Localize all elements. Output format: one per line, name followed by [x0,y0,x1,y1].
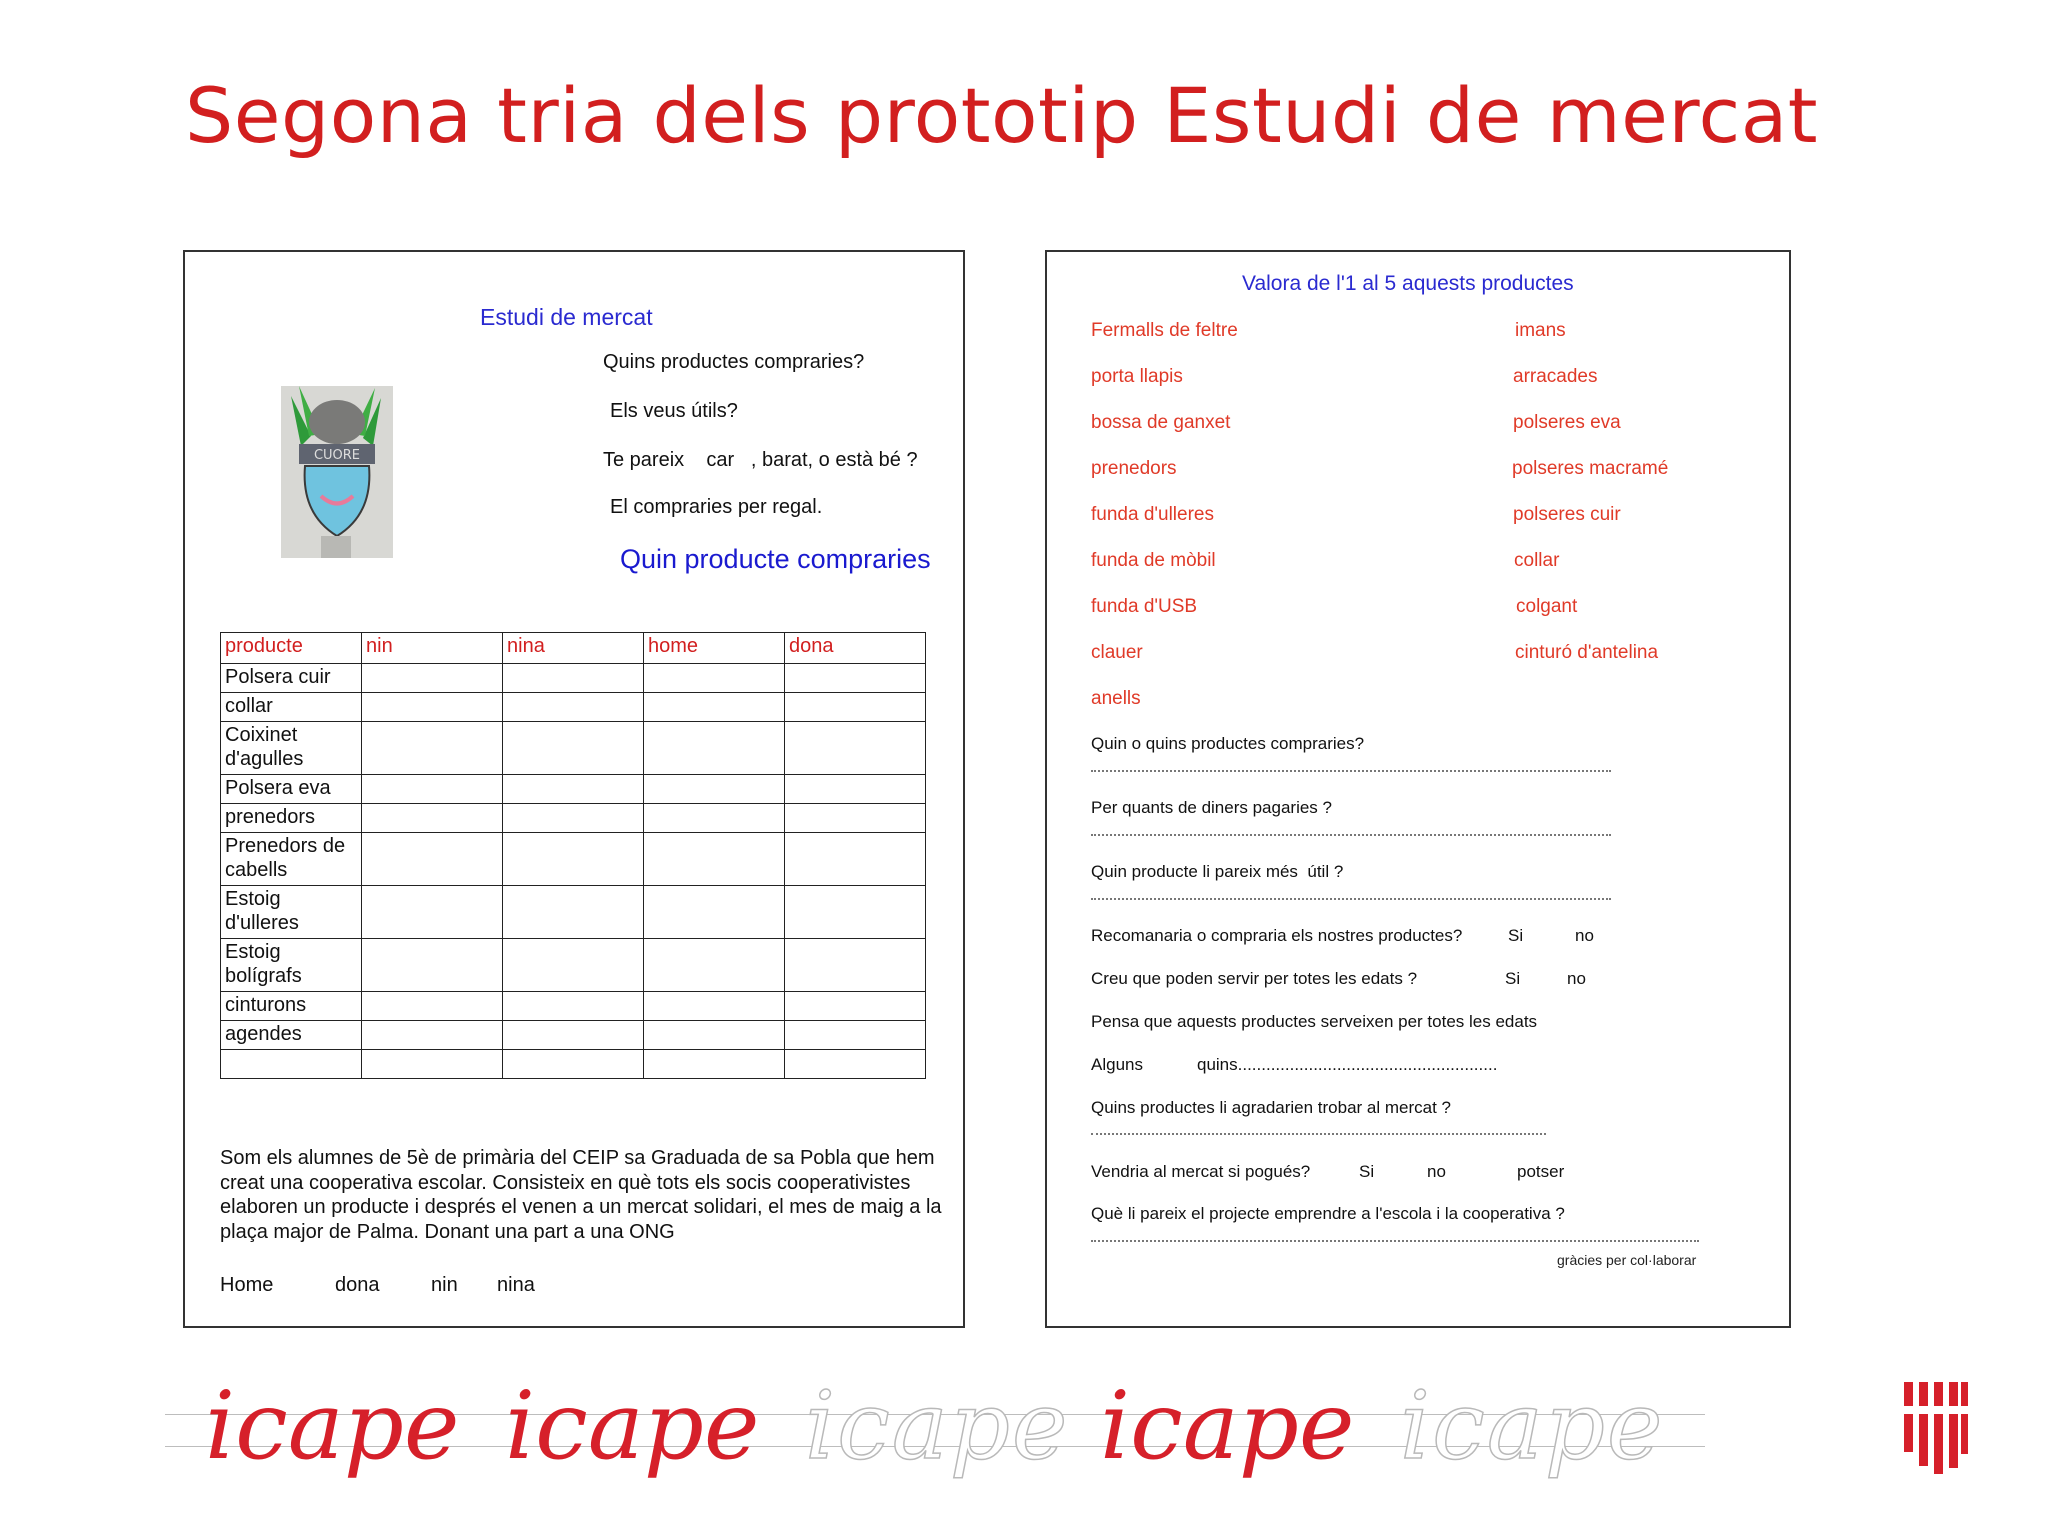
question-wish-products: Quins productes li agradarien trobar al mercat ? [1091,1098,1452,1117]
answer-cell[interactable] [785,664,926,693]
table-header-row [221,633,926,664]
form-subheading: Quin producte compraries [620,544,931,574]
product-item: polseres cuir [1513,504,1621,525]
answer-cell[interactable] [644,992,785,1021]
answer-cell[interactable] [644,693,785,722]
row-label: collar [221,693,362,722]
answer-cell[interactable] [785,693,926,722]
product-item: anells [1091,688,1141,709]
header-producte: producte [221,633,362,664]
answer-cell[interactable] [503,664,644,693]
answer-cell[interactable] [362,833,503,886]
prototype-photo [281,386,393,558]
row-label: Prenedors de cabells [221,833,362,886]
answer-cell[interactable] [503,886,644,939]
answer-cell[interactable] [644,664,785,693]
table-row [221,939,926,992]
survey-form-left [183,250,965,1328]
product-item: porta llapis [1091,366,1183,387]
question-most-useful: Quin producte li pareix més útil ? [1091,862,1344,881]
answer-cell[interactable] [362,804,503,833]
answer-cell[interactable] [785,722,926,775]
thanks-note: gràcies per col·laborar [1557,1252,1697,1268]
answer-cell[interactable] [503,722,644,775]
photo-label: CUORE [313,448,361,463]
answer-cell[interactable] [503,693,644,722]
table-row [221,804,926,833]
question-sell-at-market: Vendria al mercat si pogués? [1091,1162,1311,1181]
table-row [221,664,926,693]
table-row [221,722,926,775]
answer-cell[interactable] [644,833,785,886]
table-row [221,886,926,939]
product-item: clauer [1091,642,1143,663]
product-item: funda d'USB [1091,596,1198,617]
product-item: prenedors [1091,458,1177,479]
table-row [221,775,926,804]
answer-cell[interactable] [362,693,503,722]
row-label: prenedors [221,804,362,833]
answer-cell[interactable] [503,1050,644,1079]
product-item: cinturó d'antelina [1515,642,1659,663]
question-recommend: Recomanaria o compraria els nostres productes? [1091,926,1463,945]
answer-cell[interactable] [785,886,926,939]
question-price: Te pareix car , barat, o està bé ? [603,449,918,471]
header-dona: dona [785,633,926,664]
row-label: Estoig bolígrafs [221,939,362,992]
icape-wordmark: icape [1100,1372,1355,1481]
row-label: Coixinet d'agulles [221,722,362,775]
answer-cell[interactable] [362,1050,503,1079]
answer-cell[interactable] [785,1021,926,1050]
row-label: Estoig d'ulleres [221,886,362,939]
product-item: bossa de ganxet [1091,412,1231,433]
answer-cell[interactable] [503,775,644,804]
answer-cell[interactable] [362,775,503,804]
answer-cell[interactable] [503,992,644,1021]
answer-cell[interactable] [362,886,503,939]
answer-cell[interactable] [785,833,926,886]
option-maybe[interactable]: potser [1517,1162,1565,1181]
header-nin: nin [362,633,503,664]
answer-cell[interactable] [362,1021,503,1050]
product-item: imans [1515,320,1566,341]
answer-cell[interactable] [503,939,644,992]
row-label: agendes [221,1021,362,1050]
header-nina: nina [503,633,644,664]
rating-heading: Valora de l'1 al 5 aquests productes [1242,272,1574,295]
option-yes[interactable]: Si [1359,1162,1375,1181]
option-yes[interactable]: Si [1505,969,1521,988]
icape-wordmark-ghost: icape [1400,1372,1665,1481]
table-row [221,693,926,722]
answer-cell[interactable] [785,992,926,1021]
row-label: Polsera eva [221,775,362,804]
product-rating-table [220,632,926,1079]
table-row [221,833,926,886]
answer-cell[interactable] [503,833,644,886]
form-heading: Estudi de mercat [480,304,653,330]
product-item: collar [1514,550,1560,571]
product-item: polseres macramé [1512,458,1669,479]
product-item: Fermalls de feltre [1091,320,1238,341]
table-row [221,1021,926,1050]
question-ages-statement: Pensa que aquests productes serveixen per totes les edats [1091,1012,1538,1031]
icape-wordmark: icape [505,1372,760,1481]
respondent-home[interactable]: Home [220,1274,274,1296]
row-label: Polsera cuir [221,664,362,693]
row-label: cinturons [221,992,362,1021]
respondent-nina[interactable]: nina [497,1274,535,1296]
answer-cell[interactable] [503,1021,644,1050]
question-which-products: Quins productes compraries? [603,351,865,373]
answer-cell[interactable] [785,775,926,804]
icape-wordmark-ghost: icape [805,1372,1070,1481]
row-label [221,1050,362,1079]
question-all-ages: Creu que poden servir per totes les edats ? [1091,969,1418,988]
which-ones-line[interactable]: quins....................................................... [1197,1055,1498,1074]
question-project-opinion: Què li pareix el projecte emprendre a l'escola i la cooperativa ? [1091,1204,1565,1223]
icape-wordmark: icape [205,1372,460,1481]
option-yes[interactable]: Si [1508,926,1524,945]
table-row [221,992,926,1021]
option-no[interactable]: no [1427,1162,1446,1181]
header-home: home [644,633,785,664]
answer-line[interactable] [1091,770,1611,772]
table-row [221,1050,926,1079]
option-no[interactable]: no [1567,969,1586,988]
answer-cell[interactable] [362,722,503,775]
intro-paragraph: Som els alumnes de 5è de primària del CEIP sa Graduada de sa Pobla que hem creat una cooperativa escolar. Consisteix en què tots els socis cooperativistes elaboren un producte i després el venen a un mercat solidari, el mes de maig a la plaça major de Palma. Donant una part a una ONG [220,1147,942,1243]
answer-cell[interactable] [644,886,785,939]
answer-cell[interactable] [644,775,785,804]
respondent-dona[interactable]: dona [335,1274,380,1296]
question-gift: El compraries per regal. [610,496,823,518]
answer-line[interactable] [1091,898,1611,900]
answer-cell[interactable] [644,804,785,833]
answer-cell[interactable] [785,804,926,833]
question-price: Per quants de diners pagaries ? [1091,798,1332,817]
option-some[interactable]: Alguns [1091,1055,1143,1074]
product-item: arracades [1513,366,1598,387]
product-item: funda de mòbil [1091,550,1216,571]
product-item: polseres eva [1513,412,1621,433]
government-logo-icon [1900,1378,1970,1483]
answer-cell[interactable] [362,992,503,1021]
answer-cell[interactable] [644,1021,785,1050]
question-useful: Els veus útils? [610,400,738,422]
answer-cell[interactable] [644,939,785,992]
slide-title: Segona tria dels prototip Estudi de mercat [185,71,1819,160]
answer-cell[interactable] [362,939,503,992]
answer-line[interactable] [1091,834,1611,836]
survey-form-right [1045,250,1791,1328]
answer-cell[interactable] [785,1050,926,1079]
answer-cell[interactable] [785,939,926,992]
answer-cell[interactable] [644,1050,785,1079]
answer-line[interactable] [1091,1133,1546,1135]
respondent-nin[interactable]: nin [431,1274,458,1296]
answer-cell[interactable] [503,804,644,833]
product-item: funda d'ulleres [1091,504,1214,525]
answer-cell[interactable] [644,722,785,775]
answer-cell[interactable] [362,664,503,693]
option-no[interactable]: no [1575,926,1594,945]
answer-line[interactable] [1091,1240,1699,1242]
question-which-products: Quin o quins productes compraries? [1091,734,1365,753]
product-item: colgant [1516,596,1578,617]
